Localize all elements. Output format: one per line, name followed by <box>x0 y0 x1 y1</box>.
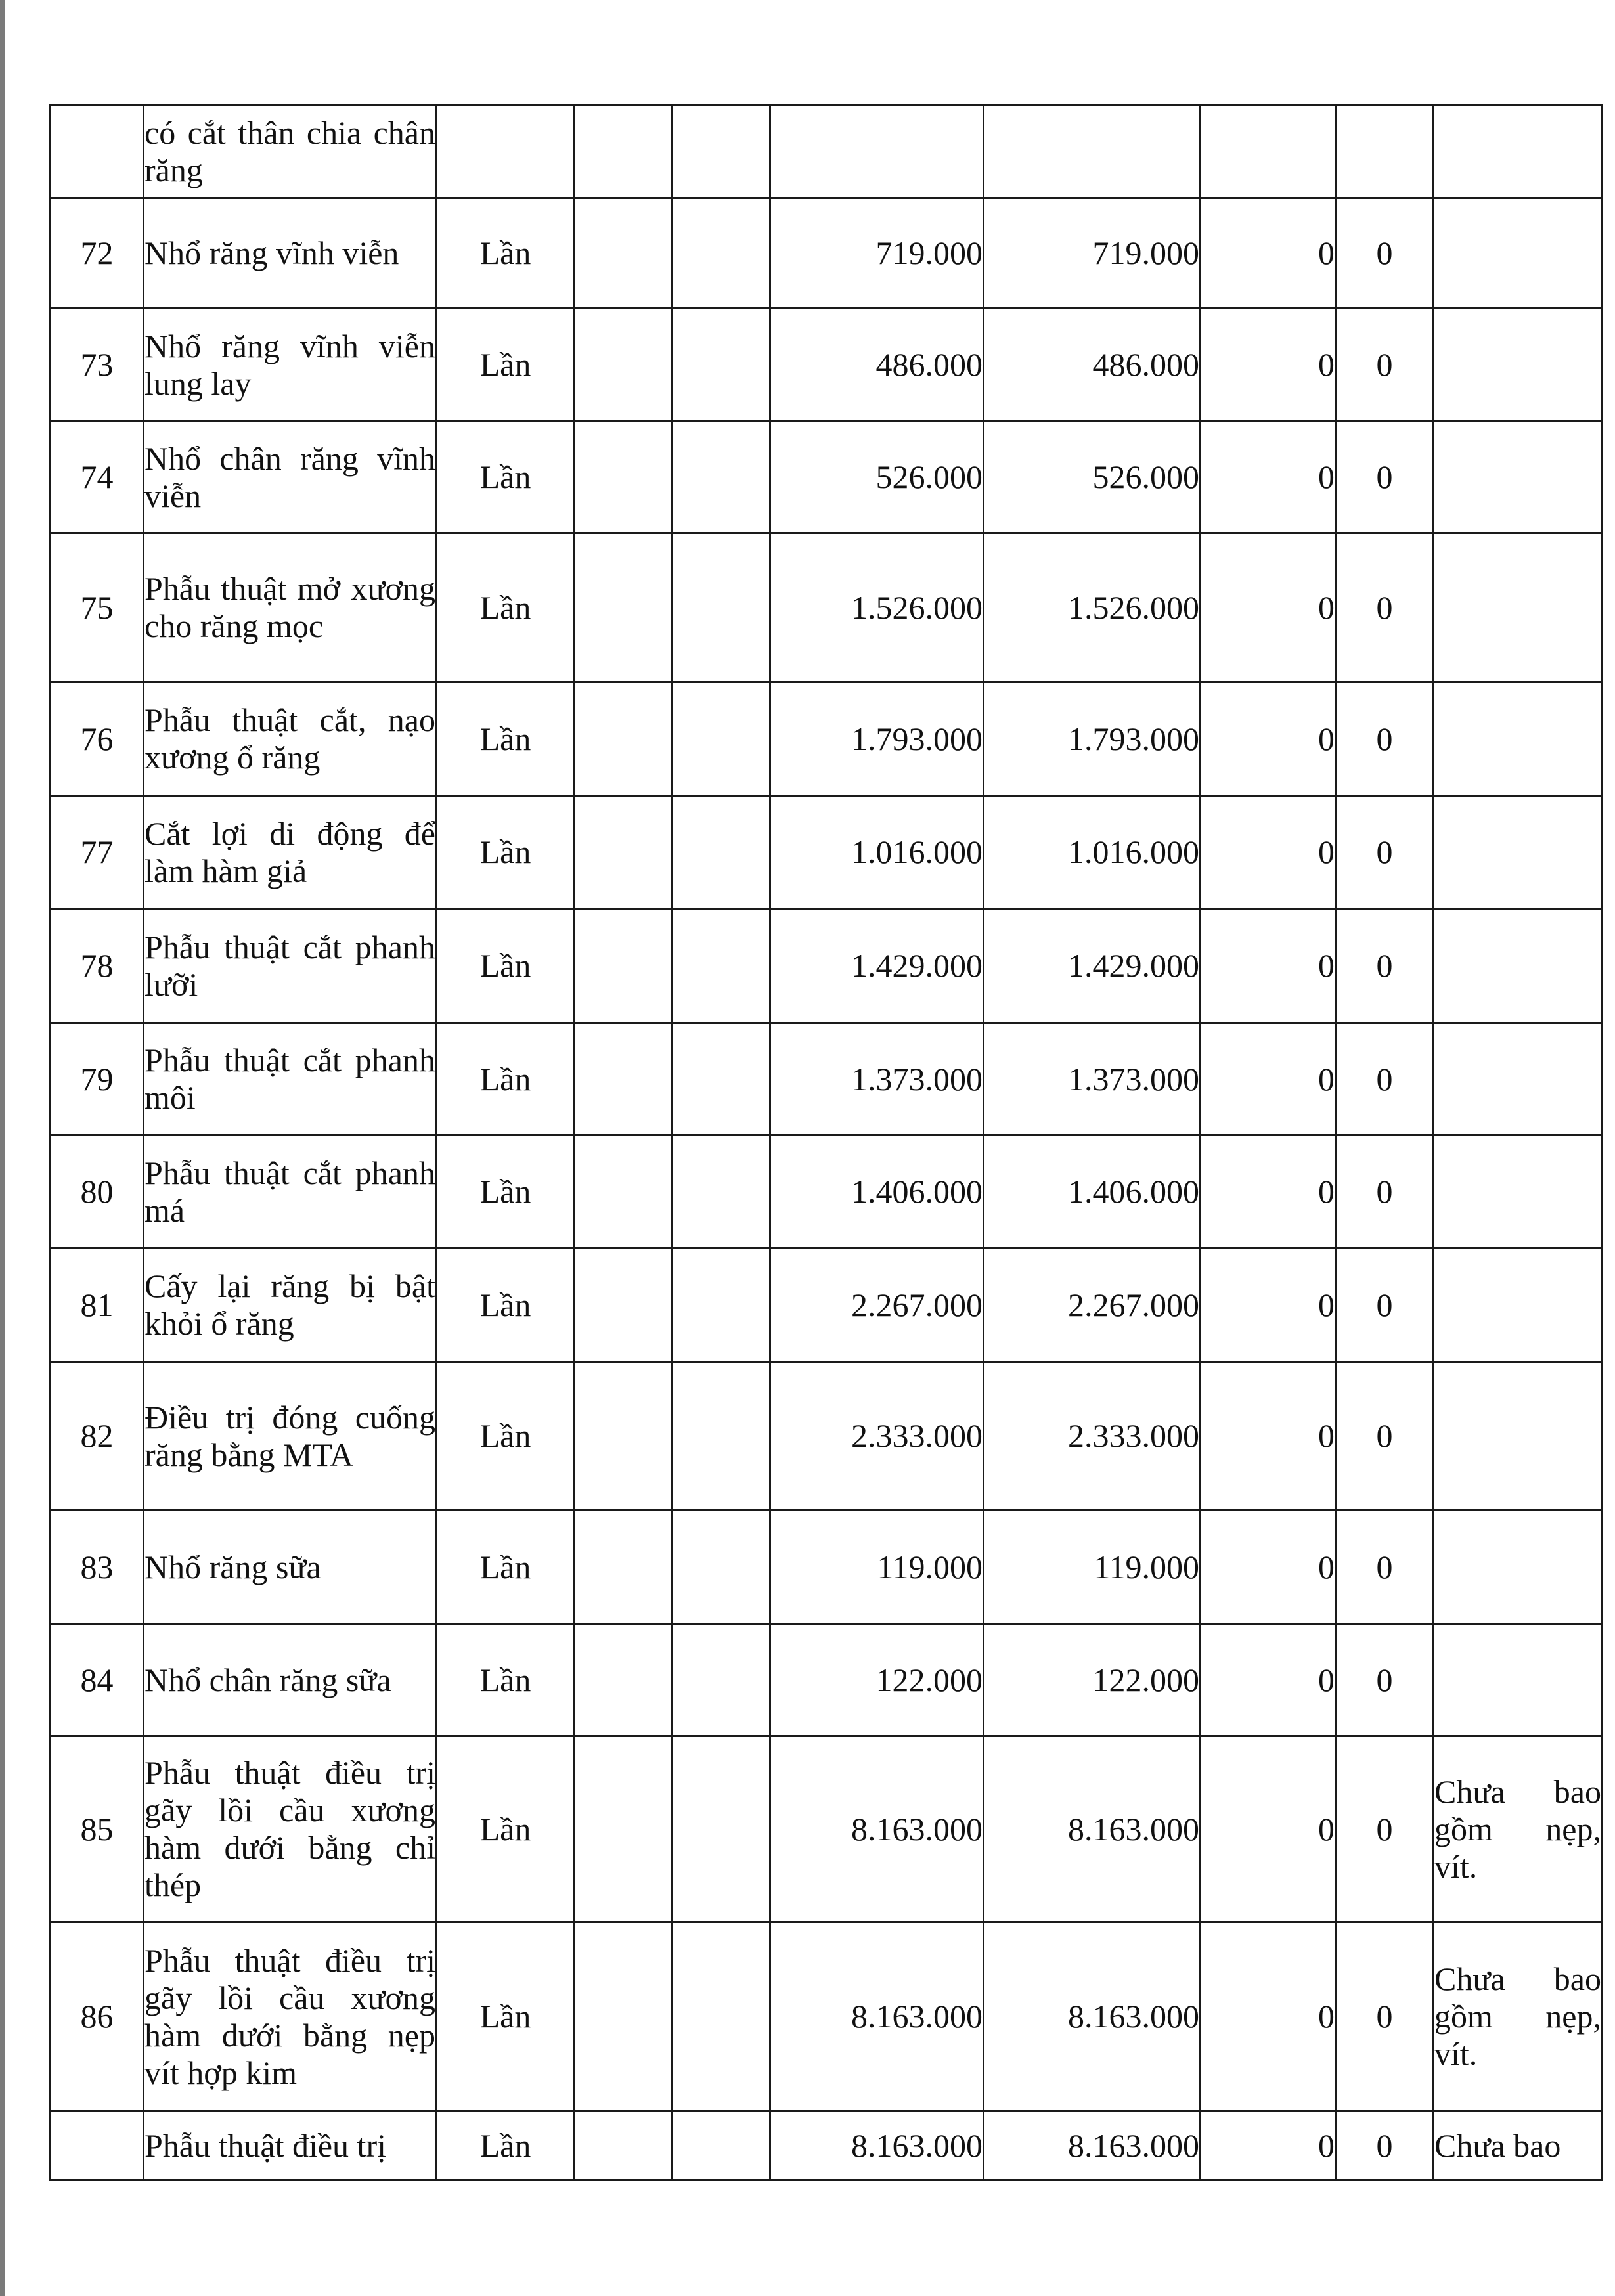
difference-cell-b: 0 <box>1336 1624 1434 1736</box>
empty-cell <box>673 796 770 909</box>
note-cell <box>1434 1511 1603 1624</box>
service-name-text: Phẫu thuật điều trị gãy lồi cầu xương hàm dưới bằng nẹp vít hợp kim <box>144 1941 435 2091</box>
difference-cell-b: 0 <box>1336 1136 1434 1248</box>
note-cell <box>1434 1248 1603 1362</box>
empty-cell <box>575 1023 673 1136</box>
empty-cell <box>673 1248 770 1362</box>
price-cell-a: 8.163.000 <box>770 2111 984 2180</box>
service-name-text: Phẫu thuật cắt phanh má <box>144 1154 435 1229</box>
table-row <box>51 105 1603 198</box>
note-cell <box>1434 682 1603 796</box>
note-cell: Chưa bao <box>1434 2111 1603 2180</box>
price-cell-a: 1.526.000 <box>770 533 984 682</box>
empty-cell <box>575 1248 673 1362</box>
unit-cell: Lần <box>437 533 575 682</box>
difference-cell-a: 0 <box>1201 1362 1336 1511</box>
empty-cell <box>673 1624 770 1736</box>
note-cell <box>1434 796 1603 909</box>
table-row <box>51 1023 1603 1136</box>
table-row <box>51 1624 1603 1736</box>
difference-cell-b: 0 <box>1336 909 1434 1023</box>
price-cell-a: 719.000 <box>770 198 984 309</box>
price-cell-a: 8.163.000 <box>770 1922 984 2111</box>
service-name <box>144 309 437 422</box>
difference-cell-a: 0 <box>1201 533 1336 682</box>
price-cell-a: 119.000 <box>770 1511 984 1624</box>
service-name-text: Phẫu thuật điều trị gãy lồi cầu xương hàm dưới bằng chỉ thép <box>144 1754 435 1903</box>
fee-table <box>49 104 1603 2181</box>
difference-cell-b: 0 <box>1336 1922 1434 2111</box>
empty-cell <box>673 533 770 682</box>
empty-cell <box>575 533 673 682</box>
row-number: 85 <box>51 1736 144 1922</box>
empty-cell <box>575 309 673 422</box>
service-name-text: Phẫu thuật điều trị <box>144 2127 386 2164</box>
unit-cell: Lần <box>437 796 575 909</box>
difference-cell-b: 0 <box>1336 533 1434 682</box>
unit-cell: Lần <box>437 909 575 1023</box>
empty-cell <box>673 909 770 1023</box>
price-cell-a: 1.793.000 <box>770 682 984 796</box>
row-number: 72 <box>51 198 144 309</box>
price-cell-b: 8.163.000 <box>984 1736 1201 1922</box>
difference-cell-a: 0 <box>1201 1736 1336 1922</box>
scan-edge-border <box>0 0 5 2296</box>
unit-cell: Lần <box>437 198 575 309</box>
difference-cell-a: 0 <box>1201 1922 1336 2111</box>
service-name <box>144 1736 437 1922</box>
price-cell-a: 122.000 <box>770 1624 984 1736</box>
service-name-text: Cấy lại răng bị bật khỏi ổ răng <box>144 1268 435 1342</box>
empty-cell <box>575 422 673 533</box>
price-cell-b: 526.000 <box>984 422 1201 533</box>
price-cell-b: 1.793.000 <box>984 682 1201 796</box>
service-name <box>144 198 437 309</box>
service-name <box>144 1511 437 1624</box>
table-row <box>51 682 1603 796</box>
note-cell <box>1434 309 1603 422</box>
service-name <box>144 105 437 198</box>
unit-cell: Lần <box>437 1624 575 1736</box>
table-row <box>51 2111 1603 2180</box>
row-number: 73 <box>51 309 144 422</box>
empty-cell <box>673 682 770 796</box>
empty-cell <box>575 1736 673 1922</box>
difference-cell-b: 0 <box>1336 198 1434 309</box>
row-number: 83 <box>51 1511 144 1624</box>
service-name-text: Nhổ răng vĩnh viễn lung lay <box>144 327 435 402</box>
empty-cell <box>575 1624 673 1736</box>
row-number: 78 <box>51 909 144 1023</box>
difference-cell-a: 0 <box>1201 309 1336 422</box>
row-number: 84 <box>51 1624 144 1736</box>
unit-cell: Lần <box>437 1362 575 1511</box>
table-row <box>51 198 1603 309</box>
service-name-text: Phẫu thuật cắt phanh môi <box>144 1042 435 1116</box>
difference-cell-a: 0 <box>1201 682 1336 796</box>
price-cell-a: 1.406.000 <box>770 1136 984 1248</box>
price-cell-b: 119.000 <box>984 1511 1201 1624</box>
price-cell-a: 1.429.000 <box>770 909 984 1023</box>
table-row <box>51 1362 1603 1511</box>
difference-cell-b: 0 <box>1336 309 1434 422</box>
empty-cell <box>673 1736 770 1922</box>
row-number <box>51 2111 144 2180</box>
service-name-text: Nhổ răng vĩnh viễn <box>144 234 399 271</box>
empty-cell <box>673 422 770 533</box>
table-row <box>51 796 1603 909</box>
difference-cell-a: 0 <box>1201 1023 1336 1136</box>
difference-cell-b: 0 <box>1336 1248 1434 1362</box>
price-cell-a <box>770 105 984 198</box>
difference-cell-b: 0 <box>1336 682 1434 796</box>
price-cell-b: 2.333.000 <box>984 1362 1201 1511</box>
service-name <box>144 422 437 533</box>
note-cell <box>1434 422 1603 533</box>
difference-cell-a: 0 <box>1201 1136 1336 1248</box>
service-name-text: Cắt lợi di động để làm hàm giả <box>144 814 435 889</box>
empty-cell <box>575 1922 673 2111</box>
service-name-text: Nhổ chân răng sữa <box>144 1661 391 1698</box>
service-name-text: có cắt thân chia chân răng <box>144 114 435 188</box>
unit-cell: Lần <box>437 1248 575 1362</box>
difference-cell-b: 0 <box>1336 1362 1434 1511</box>
price-cell-a: 1.373.000 <box>770 1023 984 1136</box>
note-cell <box>1434 198 1603 309</box>
price-cell-b: 1.406.000 <box>984 1136 1201 1248</box>
empty-cell <box>673 1362 770 1511</box>
service-name-text: Phẫu thuật mở xương cho răng mọc <box>144 570 435 644</box>
price-cell-a: 2.267.000 <box>770 1248 984 1362</box>
note-cell <box>1434 533 1603 682</box>
unit-cell: Lần <box>437 1136 575 1248</box>
price-cell-b: 1.373.000 <box>984 1023 1201 1136</box>
service-name-text: Nhổ chân răng vĩnh viễn <box>144 439 435 514</box>
difference-cell-a: 0 <box>1201 1511 1336 1624</box>
note-cell <box>1434 909 1603 1023</box>
row-number: 86 <box>51 1922 144 2111</box>
difference-cell-a: 0 <box>1201 796 1336 909</box>
empty-cell <box>673 1136 770 1248</box>
empty-cell <box>673 2111 770 2180</box>
difference-cell-a: 0 <box>1201 1248 1336 1362</box>
row-number: 82 <box>51 1362 144 1511</box>
note-cell <box>1434 1362 1603 1511</box>
table-row <box>51 1922 1603 2111</box>
difference-cell-b: 0 <box>1336 1511 1434 1624</box>
price-cell-b: 1.016.000 <box>984 796 1201 909</box>
service-name <box>144 1624 437 1736</box>
price-cell-b: 8.163.000 <box>984 1922 1201 2111</box>
service-name-text: Điều trị đóng cuống răng bằng MTA <box>144 1398 435 1473</box>
empty-cell <box>673 105 770 198</box>
row-number <box>51 105 144 198</box>
empty-cell <box>575 1136 673 1248</box>
row-number: 76 <box>51 682 144 796</box>
note-cell <box>1434 105 1603 198</box>
service-name-text: Phẫu thuật cắt phanh lưỡi <box>144 928 435 1003</box>
price-cell-a: 526.000 <box>770 422 984 533</box>
price-cell-b: 486.000 <box>984 309 1201 422</box>
empty-cell <box>575 1511 673 1624</box>
price-cell-b: 8.163.000 <box>984 2111 1201 2180</box>
empty-cell <box>673 309 770 422</box>
difference-cell-b: 0 <box>1336 796 1434 909</box>
unit-cell: Lần <box>437 1922 575 2111</box>
note-cell <box>1434 1624 1603 1736</box>
difference-cell-a <box>1201 105 1336 198</box>
price-cell-b: 122.000 <box>984 1624 1201 1736</box>
empty-cell <box>575 105 673 198</box>
empty-cell <box>575 1362 673 1511</box>
note-cell: Chưa bao gồm nẹp, vít. <box>1434 1922 1603 2111</box>
service-name <box>144 2111 437 2180</box>
table-row <box>51 533 1603 682</box>
table-row <box>51 1736 1603 1922</box>
empty-cell <box>673 1023 770 1136</box>
price-cell-b: 1.526.000 <box>984 533 1201 682</box>
unit-cell <box>437 105 575 198</box>
row-number: 74 <box>51 422 144 533</box>
service-name-text: Nhổ răng sữa <box>144 1548 321 1585</box>
service-name <box>144 1922 437 2111</box>
table-row <box>51 1248 1603 1362</box>
row-number: 77 <box>51 796 144 909</box>
table-row <box>51 309 1603 422</box>
row-number: 81 <box>51 1248 144 1362</box>
empty-cell <box>673 1511 770 1624</box>
difference-cell-a: 0 <box>1201 1624 1336 1736</box>
service-name <box>144 533 437 682</box>
price-cell-b: 719.000 <box>984 198 1201 309</box>
service-name <box>144 1248 437 1362</box>
row-number: 79 <box>51 1023 144 1136</box>
table-row <box>51 422 1603 533</box>
note-cell <box>1434 1136 1603 1248</box>
empty-cell <box>575 682 673 796</box>
empty-cell <box>575 796 673 909</box>
service-name <box>144 909 437 1023</box>
difference-cell-a: 0 <box>1201 2111 1336 2180</box>
unit-cell: Lần <box>437 2111 575 2180</box>
service-name <box>144 796 437 909</box>
row-number: 75 <box>51 533 144 682</box>
difference-cell-b: 0 <box>1336 422 1434 533</box>
table-row <box>51 909 1603 1023</box>
price-cell-a: 8.163.000 <box>770 1736 984 1922</box>
service-name <box>144 1362 437 1511</box>
unit-cell: Lần <box>437 682 575 796</box>
empty-cell <box>575 909 673 1023</box>
difference-cell-b: 0 <box>1336 1023 1434 1136</box>
empty-cell <box>575 198 673 309</box>
difference-cell-b: 0 <box>1336 1736 1434 1922</box>
table-row <box>51 1136 1603 1248</box>
price-cell-a: 2.333.000 <box>770 1362 984 1511</box>
service-name-text: Phẫu thuật cắt, nạo xương ổ răng <box>144 701 435 776</box>
service-name <box>144 1023 437 1136</box>
empty-cell <box>673 198 770 309</box>
row-number: 80 <box>51 1136 144 1248</box>
service-name <box>144 682 437 796</box>
difference-cell-a: 0 <box>1201 422 1336 533</box>
price-cell-b <box>984 105 1201 198</box>
difference-cell-b <box>1336 105 1434 198</box>
table-row <box>51 1511 1603 1624</box>
note-cell <box>1434 1023 1603 1136</box>
unit-cell: Lần <box>437 1511 575 1624</box>
service-name <box>144 1136 437 1248</box>
empty-cell <box>575 2111 673 2180</box>
unit-cell: Lần <box>437 1023 575 1136</box>
difference-cell-b: 0 <box>1336 2111 1434 2180</box>
empty-cell <box>673 1922 770 2111</box>
difference-cell-a: 0 <box>1201 909 1336 1023</box>
price-cell-a: 1.016.000 <box>770 796 984 909</box>
unit-cell: Lần <box>437 309 575 422</box>
note-cell: Chưa bao gồm nẹp, vít. <box>1434 1736 1603 1922</box>
unit-cell: Lần <box>437 1736 575 1922</box>
price-cell-b: 1.429.000 <box>984 909 1201 1023</box>
price-cell-b: 2.267.000 <box>984 1248 1201 1362</box>
unit-cell: Lần <box>437 422 575 533</box>
price-cell-a: 486.000 <box>770 309 984 422</box>
difference-cell-a: 0 <box>1201 198 1336 309</box>
